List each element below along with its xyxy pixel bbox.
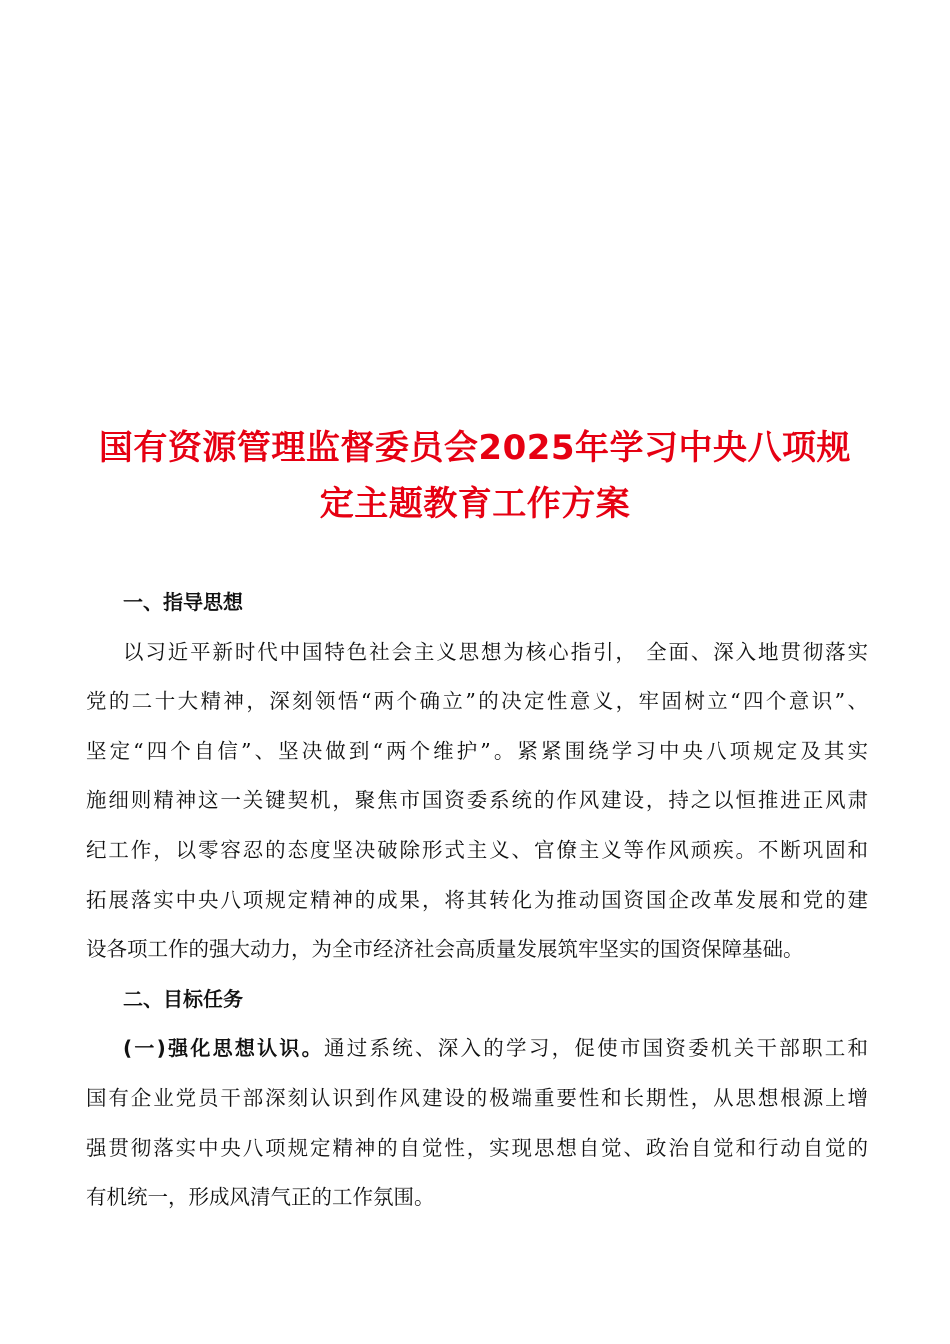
section-heading-guiding-ideology: 一、指导思想 <box>123 590 243 614</box>
paragraph-line: 坚定“四个自信”、坚决做到“两个维护”。紧紧围绕学习中央八项规定及其实 <box>86 738 868 763</box>
paragraph-line: 有机统一，形成风清气正的工作氛围。 <box>86 1185 435 1210</box>
paragraph-line: 纪工作，以零容忍的态度坚决破除形式主义、官僚主义等作风顽疾。不断巩固和 <box>86 837 868 862</box>
guiding-ideology-paragraph <box>86 628 868 975</box>
document-body <box>86 578 868 1223</box>
section-heading-goals-tasks: 二、目标任务 <box>123 986 243 1011</box>
paragraph-line: 强贯彻落实中央八项规定精神的自觉性，实现思想自觉、政治自觉和行动自觉的 <box>86 1135 868 1160</box>
paragraph-line: 党的二十大精神，深刻领悟“两个确立”的决定性意义，牢固树立“四个意识”、 <box>86 689 868 714</box>
paragraph-line: 施细则精神这一关键契机，聚焦市国资委系统的作风建设，持之以恒推进正风肃 <box>86 788 868 813</box>
title-line-2: 定主题教育工作方案 <box>319 484 631 524</box>
document-title <box>80 420 870 532</box>
item-first-line-text: 通过系统、深入的学习，促使市国资委机关干部职工和 <box>323 1036 869 1061</box>
title-line-1: 国有资源管理监督委员会2025年学习中央八项规 <box>98 428 852 468</box>
paragraph-line: 国有企业党员干部深刻认识到作风建设的极端重要性和长期性，从思想根源上增 <box>86 1085 868 1110</box>
paragraph-line: 以习近平新时代中国特色社会主义思想为核心指引， 全面、深入地贯彻落实 <box>123 639 868 664</box>
goals-item-1-paragraph <box>86 1024 868 1222</box>
paragraph-line: 拓展落实中央八项规定精神的成果，将其转化为推动国资国企改革发展和党的建 <box>86 887 868 912</box>
paragraph-line: 设各项工作的强大动力，为全市经济社会高质量发展筑牢坚实的国资保障基础。 <box>86 937 804 962</box>
item-lead-strengthen-awareness: (一)强化思想认识。 <box>123 1036 324 1061</box>
paragraph-line <box>86 1024 868 1074</box>
